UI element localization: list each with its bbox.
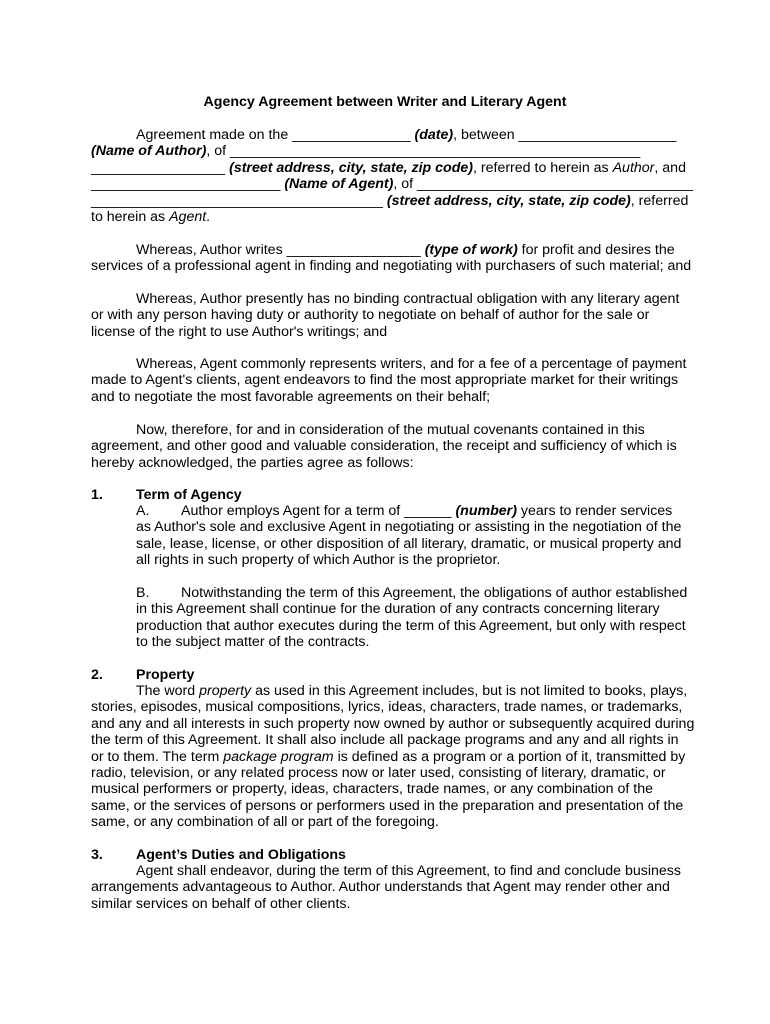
paragraph-text: Whereas, Author writes _________________: [136, 242, 425, 258]
paragraph-line: and to negotiate the most favorable agreements on their behalf;: [91, 388, 491, 405]
clause-line: in this Agreement shall continue for the duration of any contracts concerning literary: [136, 601, 660, 618]
paragraph-line: services of a professional agent in finding and negotiating with purchasers of such material; and: [91, 258, 692, 275]
intro-line: [91, 192, 689, 209]
intro-text: , between ____________________: [453, 127, 677, 143]
paragraph-text: for profit and desires the: [517, 242, 675, 258]
agent-term: Agent: [169, 209, 207, 226]
intro-line: [91, 209, 681, 225]
clause-label: B.: [136, 585, 150, 601]
clause-text: Notwithstanding the term of this Agreement, the obligations of author established: [181, 585, 688, 601]
intro-line: [91, 127, 681, 143]
clause-text: years to render services: [516, 503, 673, 519]
now-therefore-paragraph: [91, 422, 681, 471]
clause-line: [136, 503, 681, 519]
intro-text: Agreement made on the _______________: [136, 127, 415, 143]
package-program-term: package program: [223, 748, 334, 765]
whereas-paragraph-1: [91, 242, 692, 275]
paragraph-line: the term of this Agreement. It shall also include all package programs and any and all rights in: [91, 732, 679, 749]
paragraph-line: musical performers or property, ideas, characters, trade names, or any combination of the: [91, 781, 653, 798]
paragraph-line: same, or any combination of all or part of the foregoing.: [91, 814, 439, 831]
paragraph-line: radio, television, or any related process now or later used, consisting of literary, dramatic, or: [91, 765, 666, 782]
date-placeholder-label: (date): [414, 127, 454, 143]
intro-text: , and: [654, 159, 686, 176]
intro-text: , referred: [630, 192, 689, 209]
section-1-heading: [91, 487, 242, 503]
clause-line: to the subject matter of the contracts.: [136, 634, 370, 651]
paragraph-line: license of the right to use Author's writings; and: [91, 323, 388, 340]
intro-text: _____________________________________: [91, 192, 387, 209]
paragraph-line: same, or the services of persons or performers used in the preparation and presentation of the: [91, 797, 684, 814]
clause-line: [136, 585, 688, 601]
intro-text: ________________________: [91, 176, 285, 193]
intro-text: .: [206, 209, 211, 226]
section-number: 2.: [91, 667, 103, 683]
clause-label: A.: [136, 503, 150, 519]
section-1-clause-b: [136, 585, 688, 651]
property-term: property: [199, 683, 252, 699]
paragraph-text: The word: [136, 683, 200, 699]
intro-text: to herein as: [91, 209, 170, 226]
clause-line: production that author executes during the term of this Agreement, but only with respect: [136, 617, 686, 634]
paragraph-line: stories, episodes, musical compositions, lyrics, ideas, characters, trade names, or trademarks,: [91, 699, 683, 716]
paragraph-line: and any and all interests in such property now owned by author or subsequently acquired during: [91, 715, 695, 732]
clause-line: sale, lease, license, or other disposition of all literary, dramatic, or musical property and: [136, 535, 682, 552]
paragraph-line: Now, therefore, for and in consideration of the mutual covenants contained in this: [136, 422, 645, 438]
author-name-placeholder-label: (Name of Author): [91, 143, 207, 160]
section-2-heading: [91, 667, 194, 683]
work-type-placeholder-label: (type of work): [424, 242, 518, 258]
intro-text: _________________: [91, 159, 230, 176]
paragraph-line: agreement, and other good and valuable consideration, the receipt and sufficiency of which is: [91, 438, 677, 455]
clause-text: Author employs Agent for a term of ______: [181, 503, 456, 519]
paragraph-line: Whereas, Agent commonly represents writers, and for a fee of a percentage of payment: [136, 356, 687, 372]
author-term: Author: [612, 159, 655, 176]
section-number: 1.: [91, 487, 103, 503]
clause-line: as Author's sole and exclusive Agent in negotiating or assisting in the negotiation of the: [136, 519, 682, 536]
agent-name-placeholder-label: (Name of Agent): [284, 176, 394, 193]
section-title: Term of Agency: [136, 487, 242, 503]
document-title: Agency Agreement between Writer and Literary Agent: [203, 94, 567, 110]
paragraph-line: Agent shall endeavor, during the term of this Agreement, to find and conclude business: [136, 863, 681, 879]
intro-text: , of ____________________________________________________: [206, 143, 641, 160]
paragraph-text: is defined as a program or a portion of it, transmitted by: [333, 748, 686, 765]
paragraph-line: hereby acknowledged, the parties agree as follows:: [91, 454, 414, 471]
paragraph-line: similar services on behalf of other clients.: [91, 895, 351, 912]
intro-line: [91, 159, 686, 176]
whereas-paragraph-3: [91, 356, 687, 405]
paragraph-line: [91, 748, 686, 765]
intro-text: , of ___________________________________: [393, 176, 694, 193]
whereas-paragraph-2: [91, 291, 681, 340]
paragraph-line: arrangements advantageous to Author. Author understands that Agent may render other and: [91, 879, 670, 896]
section-number: 3.: [91, 847, 103, 863]
section-3-heading: [91, 847, 346, 863]
number-placeholder-label: (number): [455, 503, 517, 519]
clause-line: all rights in such property of which Author is the proprietor.: [136, 552, 501, 569]
author-address-placeholder-label: (street address, city, state, zip code): [229, 159, 473, 176]
intro-text: , referred to herein as: [473, 159, 613, 176]
paragraph-line: or with any person having duty or authority to negotiate on behalf of author for the sale or: [91, 307, 650, 324]
paragraph-line: [91, 683, 688, 699]
paragraph-text: or to them. The term: [91, 748, 224, 765]
paragraph-line: Whereas, Author presently has no binding contractual obligation with any literary agent: [136, 291, 680, 307]
section-title: Agent’s Duties and Obligations: [136, 847, 346, 863]
section-2-body: [91, 683, 695, 831]
paragraph-line: made to Agent's clients, agent endeavors to find the most appropriate market for their writings: [91, 372, 679, 389]
intro-line: [91, 176, 694, 193]
section-1-clause-a: [136, 503, 681, 569]
agent-address-placeholder-label: (street address, city, state, zip code): [386, 192, 631, 209]
section-3-body: [91, 863, 681, 912]
intro-paragraph: [91, 127, 694, 226]
section-title: Property: [136, 667, 195, 683]
intro-line: [91, 143, 681, 159]
paragraph-text: as used in this Agreement includes, but is not limited to books, plays,: [251, 683, 688, 699]
paragraph-line: [91, 242, 681, 258]
